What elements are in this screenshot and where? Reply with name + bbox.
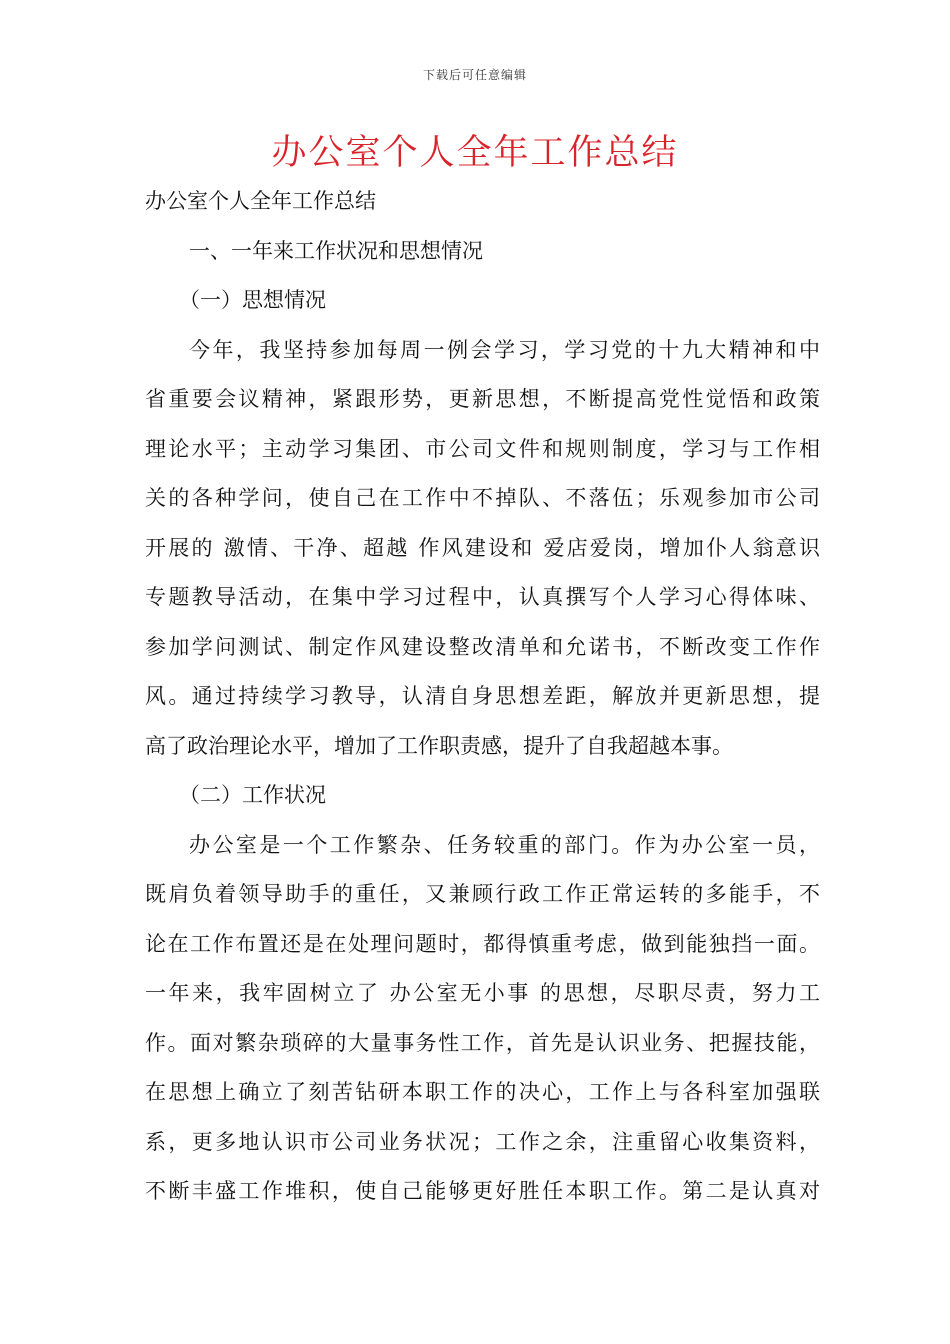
section-heading: 一、一年来工作状况和思想情况 bbox=[189, 238, 483, 263]
paragraph-line: 在思想上确立了刻苦钻研本职工作的决心，工作上与各科室加强联 bbox=[145, 1080, 820, 1104]
paragraph-line: 不断丰盛工作堆积，使自己能够更好胜任本职工作。第二是认真对 bbox=[145, 1179, 820, 1203]
paragraph-line: 风。通过持续学习教导，认清自身思想差距，解放并更新思想，提 bbox=[145, 684, 820, 708]
paragraph-line: 办公室是一个工作繁杂、任务较重的部门。作为办公室一员， bbox=[189, 832, 820, 857]
document-title: 办公室个人全年工作总结 bbox=[271, 133, 679, 173]
paragraph-line: 一年来，我牢固树立了 办公室无小事 的思想，尽职尽责，努力工 bbox=[145, 981, 820, 1005]
paragraph-line: 省重要会议精神，紧跟形势，更新思想，不断提高党性觉悟和政策 bbox=[145, 387, 820, 411]
paragraph-line: 今年，我坚持参加每周一例会学习，学习党的十九大精神和中 bbox=[189, 337, 820, 362]
paragraph-line: 既肩负着领导助手的重任，又兼顾行政工作正常运转的多能手，不 bbox=[145, 882, 820, 906]
subsection-heading: （一）思想情况 bbox=[179, 288, 326, 312]
paragraph-line: 作。面对繁杂琐碎的大量事务性工作，首先是认识业务、把握技能， bbox=[145, 1030, 820, 1055]
paragraph-line: 关的各种学问，使自己在工作中不掉队、不落伍；乐观参加市公司 bbox=[145, 486, 820, 510]
header-note: 下载后可任意编辑 bbox=[422, 68, 527, 82]
paragraph-line: 论在工作布置还是在处理问题时，都得慎重考虑，做到能独挡一面。 bbox=[145, 931, 820, 956]
paragraph-line: 开展的 激情、干净、超越 作风建设和 爱店爱岗，增加仆人翁意识 bbox=[145, 535, 820, 560]
paragraph-line: 高了政治理论水平，增加了工作职责感，提升了自我超越本事。 bbox=[145, 733, 733, 758]
paragraph-line: 专题教导活动，在集中学习过程中，认真撰写个人学习心得体味、 bbox=[145, 585, 820, 609]
paragraph-line: 参加学问测试、制定作风建设整改清单和允诺书，不断改变工作作 bbox=[145, 634, 820, 659]
paragraph-line: 理论水平；主动学习集团、市公司文件和规则制度，学习与工作相 bbox=[145, 436, 820, 461]
paragraph-line: 系，更多地认识市公司业务状况；工作之余，注重留心收集资料， bbox=[145, 1129, 820, 1154]
document-body bbox=[145, 181, 820, 1221]
subtitle-line: 办公室个人全年工作总结 bbox=[145, 189, 376, 213]
subsection-heading: （二）工作状况 bbox=[179, 783, 326, 807]
